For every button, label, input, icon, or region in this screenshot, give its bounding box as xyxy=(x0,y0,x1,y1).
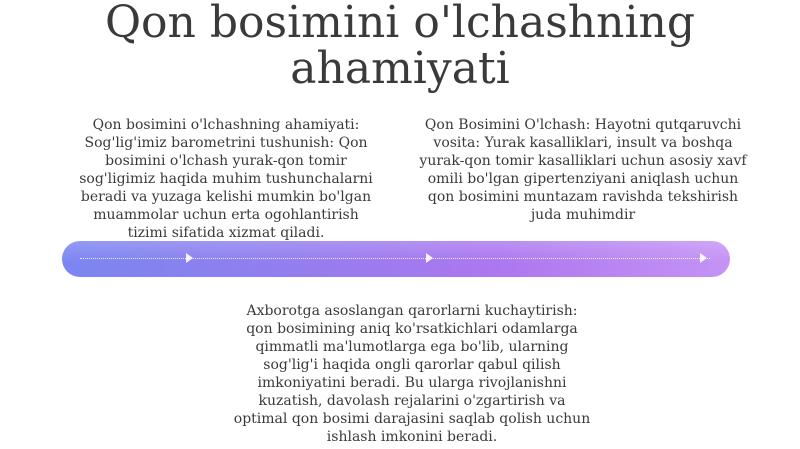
timeline-arrow-icon xyxy=(700,253,707,263)
timeline-arrow-icon xyxy=(186,253,193,263)
page-title: Qon bosimini o'lchashning ahamiyati xyxy=(104,0,696,94)
timeline-dotted-line xyxy=(80,258,710,259)
timeline-bar-highlight xyxy=(62,241,730,277)
text-block-bottom: Axborotga asoslangan qarorlarni kuchaytirish: qon bosimining aniq ko'rsatkichlari odamlarga qimmatli ma'lumotlarga ega bo'lib, ularning sog'lig'i haqida ongli qarorlar qabul qilish imkoniyatini beradi. Bu ularga rivojlanishni kuzatish, davolash rejalarini o'zgartirish va optimal qon bosimi darajasini saqlab qolish uchun ishlash imkonini beradi. xyxy=(233,303,591,445)
text-block-right: Qon Bosimini O'lchash: Hayotni qutqaruvchi vosita: Yurak kasalliklari, insult va boshqa yurak-qon tomir kasalliklari uchun asosiy xavf omili bo'lgan gipertenziyani aniqlash uchun qon bosimini muntazam ravishda tekshirish juda muhimdir xyxy=(419,117,747,223)
text-block-left: Qon bosimini o'lchashning ahamiyati: Sog'lig'imiz barometrini tushunish: Qon bosimini o'lchash yurak-qon tomir sog'ligimiz haqida muhim tushunchalarni beradi va yuzaga kelishi mumkin bo'lgan muammolar uchun erta ogohlantirish tizimi sifatida xizmat qiladi. xyxy=(79,117,373,241)
timeline-arrow-icon xyxy=(426,253,433,263)
